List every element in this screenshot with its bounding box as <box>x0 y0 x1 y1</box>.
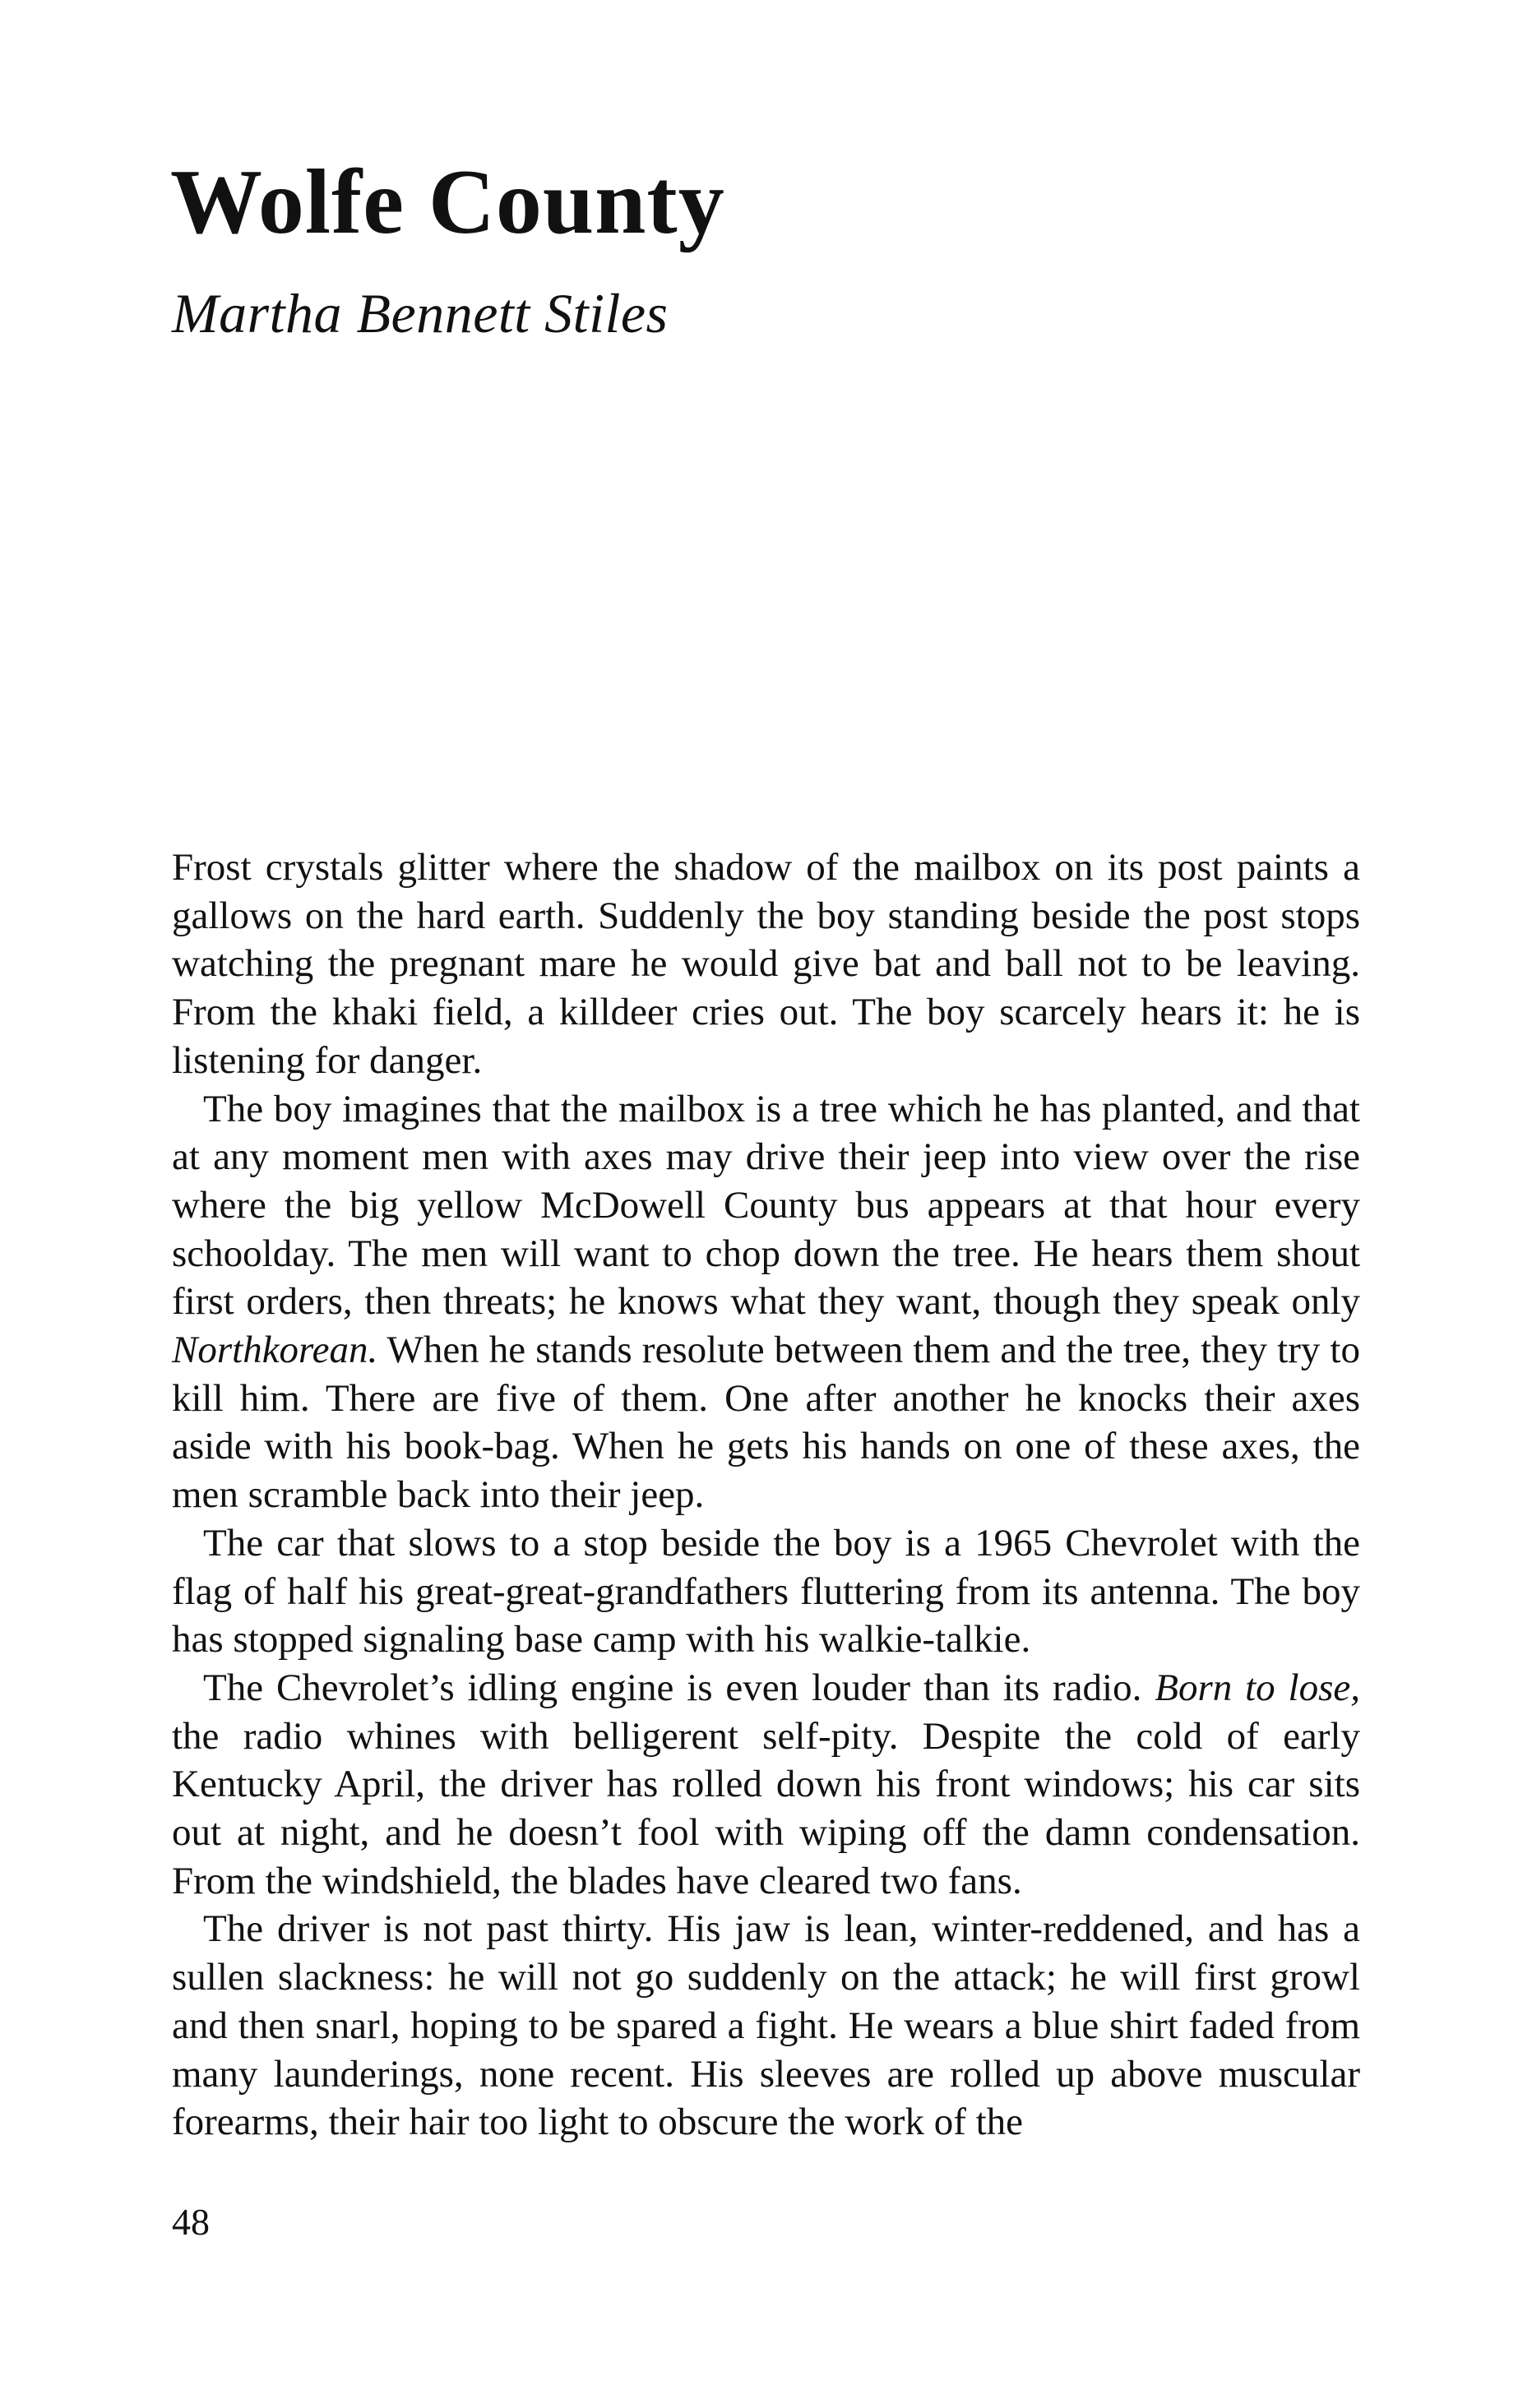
page-number: 48 <box>172 2201 210 2243</box>
paragraph <box>172 843 1360 1085</box>
paragraph-text: When he stands resolute between them and the tree, they try to kill him. There are five of them. One after another he knocks their axes aside with his book-bag. When he gets his hands on one of these axes, the men scramble back into their jeep. <box>172 1329 1360 1517</box>
paragraph <box>172 1664 1360 1906</box>
paragraph-text: the radio whines with belligerent self-pity. Despite the cold of early Kentucky April, the driver has rolled down his front windows; his car sits out at night, and he doesn’t fool with wiping off the damn condensation. From the windshield, the blades have cleared two fans. <box>172 1714 1360 1902</box>
paragraph <box>172 1085 1360 1519</box>
paragraph-text: The Chevrolet’s idling engine is even louder than its radio. <box>203 1666 1155 1709</box>
paragraph-text: The car that slows to a stop beside the boy is a 1965 Chevrolet with the flag of half his great-great-grandfathers fluttering from its antenna. The boy has stopped signaling base camp with his walkie-talkie. <box>172 1521 1360 1662</box>
paragraph-text: The driver is not past thirty. His jaw is lean, winter-reddened, and has a sullen slackness: he will not go suddenly on the attack; he will first growl and then snarl, hoping to be spared a fight. He wears a blue shirt faded from many launderings, none recent. His sleeves are rolled up above muscular forearms, their hair too light to obscure the work of the <box>172 1907 1360 2144</box>
author-name: Martha Bennett Stiles <box>172 282 669 344</box>
story-body <box>172 843 1360 2147</box>
story-title: Wolfe County <box>170 151 725 253</box>
italic-text: Born to lose, <box>1155 1666 1360 1709</box>
italic-text: Northkorean. <box>172 1329 378 1372</box>
paragraph <box>172 1519 1360 1664</box>
paragraph-text: Frost crystals glitter where the shadow of the mailbox on its post paints a gallows on the hard earth. Suddenly the boy standing beside the post stops watching the pregnant mare he would give bat and ball not to be leaving. From the khaki field, a killdeer cries out. The boy scarcely hears it: he is listening for danger. <box>172 846 1360 1082</box>
paragraph <box>172 1905 1360 2147</box>
paragraph-text: The boy imagines that the mailbox is a tree which he has planted, and that at any moment men with axes may drive their jeep into view over the rise where the big yellow McDowell County bus appears at that hour every schoolday. The men will want to chop down the tree. He hears them shout first orders, then threats; he knows what they want, though they speak only <box>172 1087 1360 1324</box>
